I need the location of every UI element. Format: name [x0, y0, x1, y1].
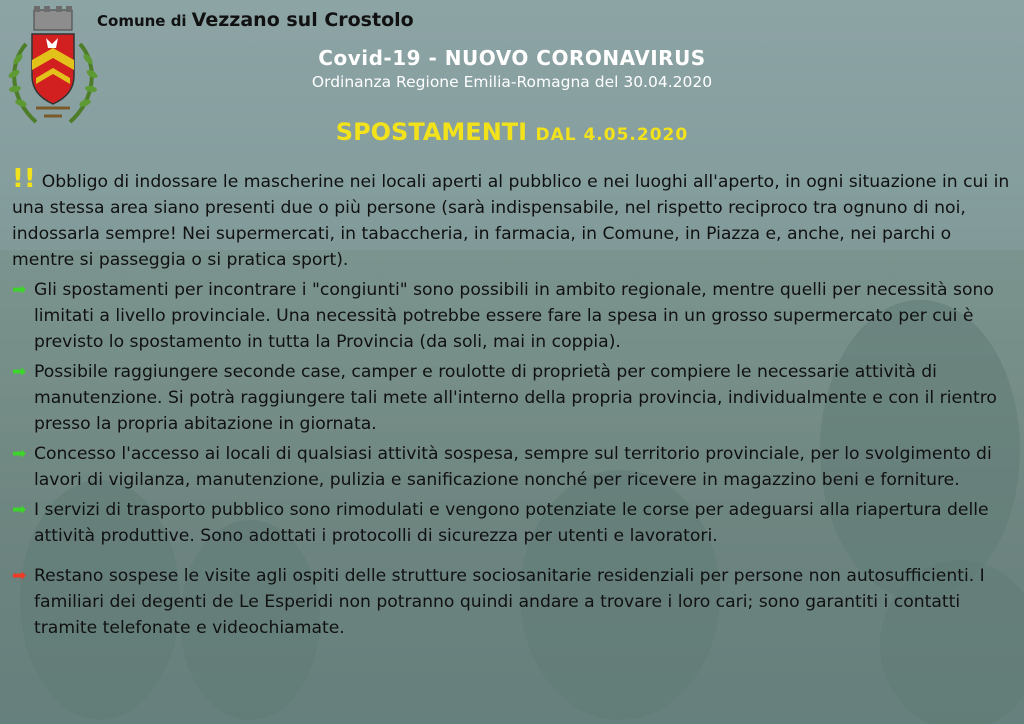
red-arrow-icon: ➡	[12, 566, 27, 586]
intro-text: Obbligo di indossare le mascherine nei locali aperti al pubblico e nei luoghi all'aperto, in ogni situazione in cui in una stessa area siano presenti due o più persone (sarà indispensabile, nel rispetto reciproco tra ognuno di noi, indossarla sempre! Nei supermercati, in tabaccheria, in farmacia, in Comune, in Piazza e, anche, nei parchi o mentre si passeggia o si pratica sport).	[12, 172, 1010, 270]
intro-paragraph	[12, 166, 1012, 273]
subtitle-ordinance: Ordinanza Regione Emilia-Romagna del 30.04.2020	[311, 73, 713, 91]
list-item	[12, 359, 1012, 437]
green-arrow-icon: ➡	[12, 362, 27, 382]
municipality-name: Vezzano sul Crostolo	[191, 9, 414, 31]
list-item	[12, 441, 1012, 493]
section-title: SPOSTAMENTI	[335, 118, 528, 146]
list-item-text: Concesso l'accesso ai locali di qualsiasi attività sospesa, sempre sul territorio provinciale, per lo svolgimento di lavori di vigilanza, manutenzione, pulizia e sanificazione nonché per ricevere in magazzino beni e forniture.	[34, 444, 992, 490]
list-item-text: Restano sospese le visite agli ospiti delle strutture sociosanitarie residenziali per persone non autosufficienti. I familiari dei degenti de Le Esperidi non potranno quindi andare a trovare i loro cari; sono garantiti i contatti tramite telefonate e videochiamate.	[34, 566, 985, 638]
list-item-text: I servizi di trasporto pubblico sono rimodulati e vengono potenziate le corse per adeguarsi alla riapertura delle attività produttive. Sono adottati i protocolli di sicurezza per utenti e lavoratori.	[34, 500, 989, 546]
warning-mark: !!	[12, 164, 36, 194]
list-item-text: Possibile raggiungere seconde case, camper e roulotte di proprietà per compiere le necessarie attività di manutenzione. Si potrà raggiungere tali mete all'interno della propria provincia, individualmente e con il rientro presso la propria abitazione in giornata.	[34, 362, 997, 434]
green-arrow-icon: ➡	[12, 280, 27, 300]
municipality-prefix: Comune di	[97, 12, 187, 30]
section-date: DAL 4.05.2020	[535, 125, 689, 145]
list-item	[12, 497, 1012, 549]
main-title: Covid-19 - NUOVO CORONAVIRUS	[318, 46, 706, 70]
notice-body	[12, 166, 1012, 645]
list-item	[12, 277, 1012, 355]
municipality-header	[97, 9, 414, 31]
list-item-text: Gli spostamenti per incontrare i "congiunti" sono possibili in ambito regionale, mentre quelli per necessità sono limitati a livello provinciale. Una necessità potrebbe essere fare la spesa in un grosso supermercato per cui è previsto lo spostamento in tutta la Provincia (da soli, mai in coppia).	[34, 280, 994, 352]
section-heading	[0, 118, 1024, 146]
green-arrow-icon: ➡	[12, 500, 27, 520]
list-item	[12, 563, 1012, 641]
green-arrow-icon: ➡	[12, 444, 27, 464]
